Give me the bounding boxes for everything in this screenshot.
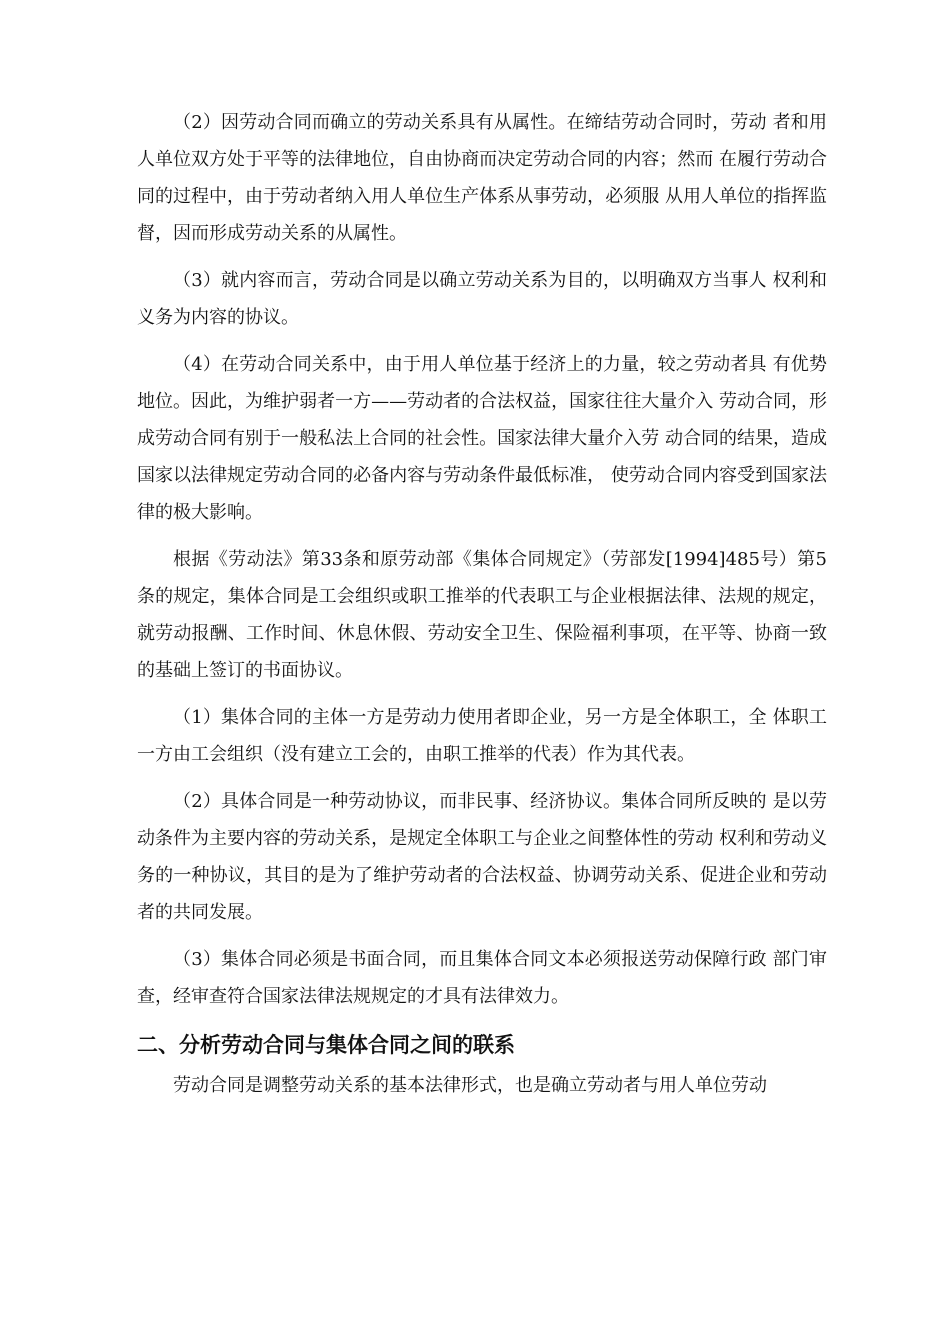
paragraph-3: （4）在劳动合同关系中，由于用人单位基于经济上的力量，较之劳动者具 有优势地位。因此，为维护弱者一方——劳动者的合法权益，国家往往大量介入 劳动合同，形成劳动合同有别于一般私法上合同的社会性。国家法律大量介入劳 动合同的结果，造成国家以法律规定劳动合同的必备内容与劳动条件最低标准， 使劳动合同内容受到国家法律的极大影响。 [137,354,827,523]
paragraph-5: （1）集体合同的主体一方是劳动力使用者即企业，另一方是全体职工，全 体职工一方由工会组织（没有建立工会的，由职工推举的代表）作为其代表。 [137,707,827,765]
paragraph-2: （3）就内容而言，劳动合同是以确立劳动关系为目的，以明确双方当事人 权利和义务为内容的协议。 [137,270,827,328]
paragraph-6: （2）具体合同是一种劳动协议，而非民事、经济协议。集体合同所反映的 是以劳动条件为主要内容的劳动关系，是规定全体职工与企业之间整体性的劳动 权利和劳动义务的一种协议，其目的是为了维护劳动者的合法权益、协调劳动关系、促进企业和劳动者的共同发展。 [137,791,827,923]
paragraph-1: （2）因劳动合同而确立的劳动关系具有从属性。在缔结劳动合同时，劳动 者和用人单位双方处于平等的法律地位，自由协商而决定劳动合同的内容；然而 在履行劳动合同的过程中，由于劳动者纳入用人单位生产体系从事劳动，必须服 从用人单位的指挥监督，因而形成劳动关系的从属性。 [137,112,827,244]
section-heading: 二、分析劳动合同与集体合同之间的联系 [137,1033,515,1057]
paragraph-final: 劳动合同是调整劳动关系的基本法律形式，也是确立劳动者与用人单位劳动 [173,1075,767,1096]
paragraph-7: （3）集体合同必须是书面合同，而且集体合同文本必须报送劳动保障行政 部门审查，经审查符合国家法律法规规定的才具有法律效力。 [137,949,827,1007]
document-body [137,104,827,1114]
paragraph-4: 根据《劳动法》第33条和原劳动部《集体合同规定》（劳部发[1994]485号）第5条的规定，集体合同是工会组织或职工推举的代表职工与企业根据法律、法规的规定，就劳动报酬、工作时间、休息休假、劳动安全卫生、保险福利事项，在平等、协商一致的基础上签订的书面协议。 [137,549,827,681]
